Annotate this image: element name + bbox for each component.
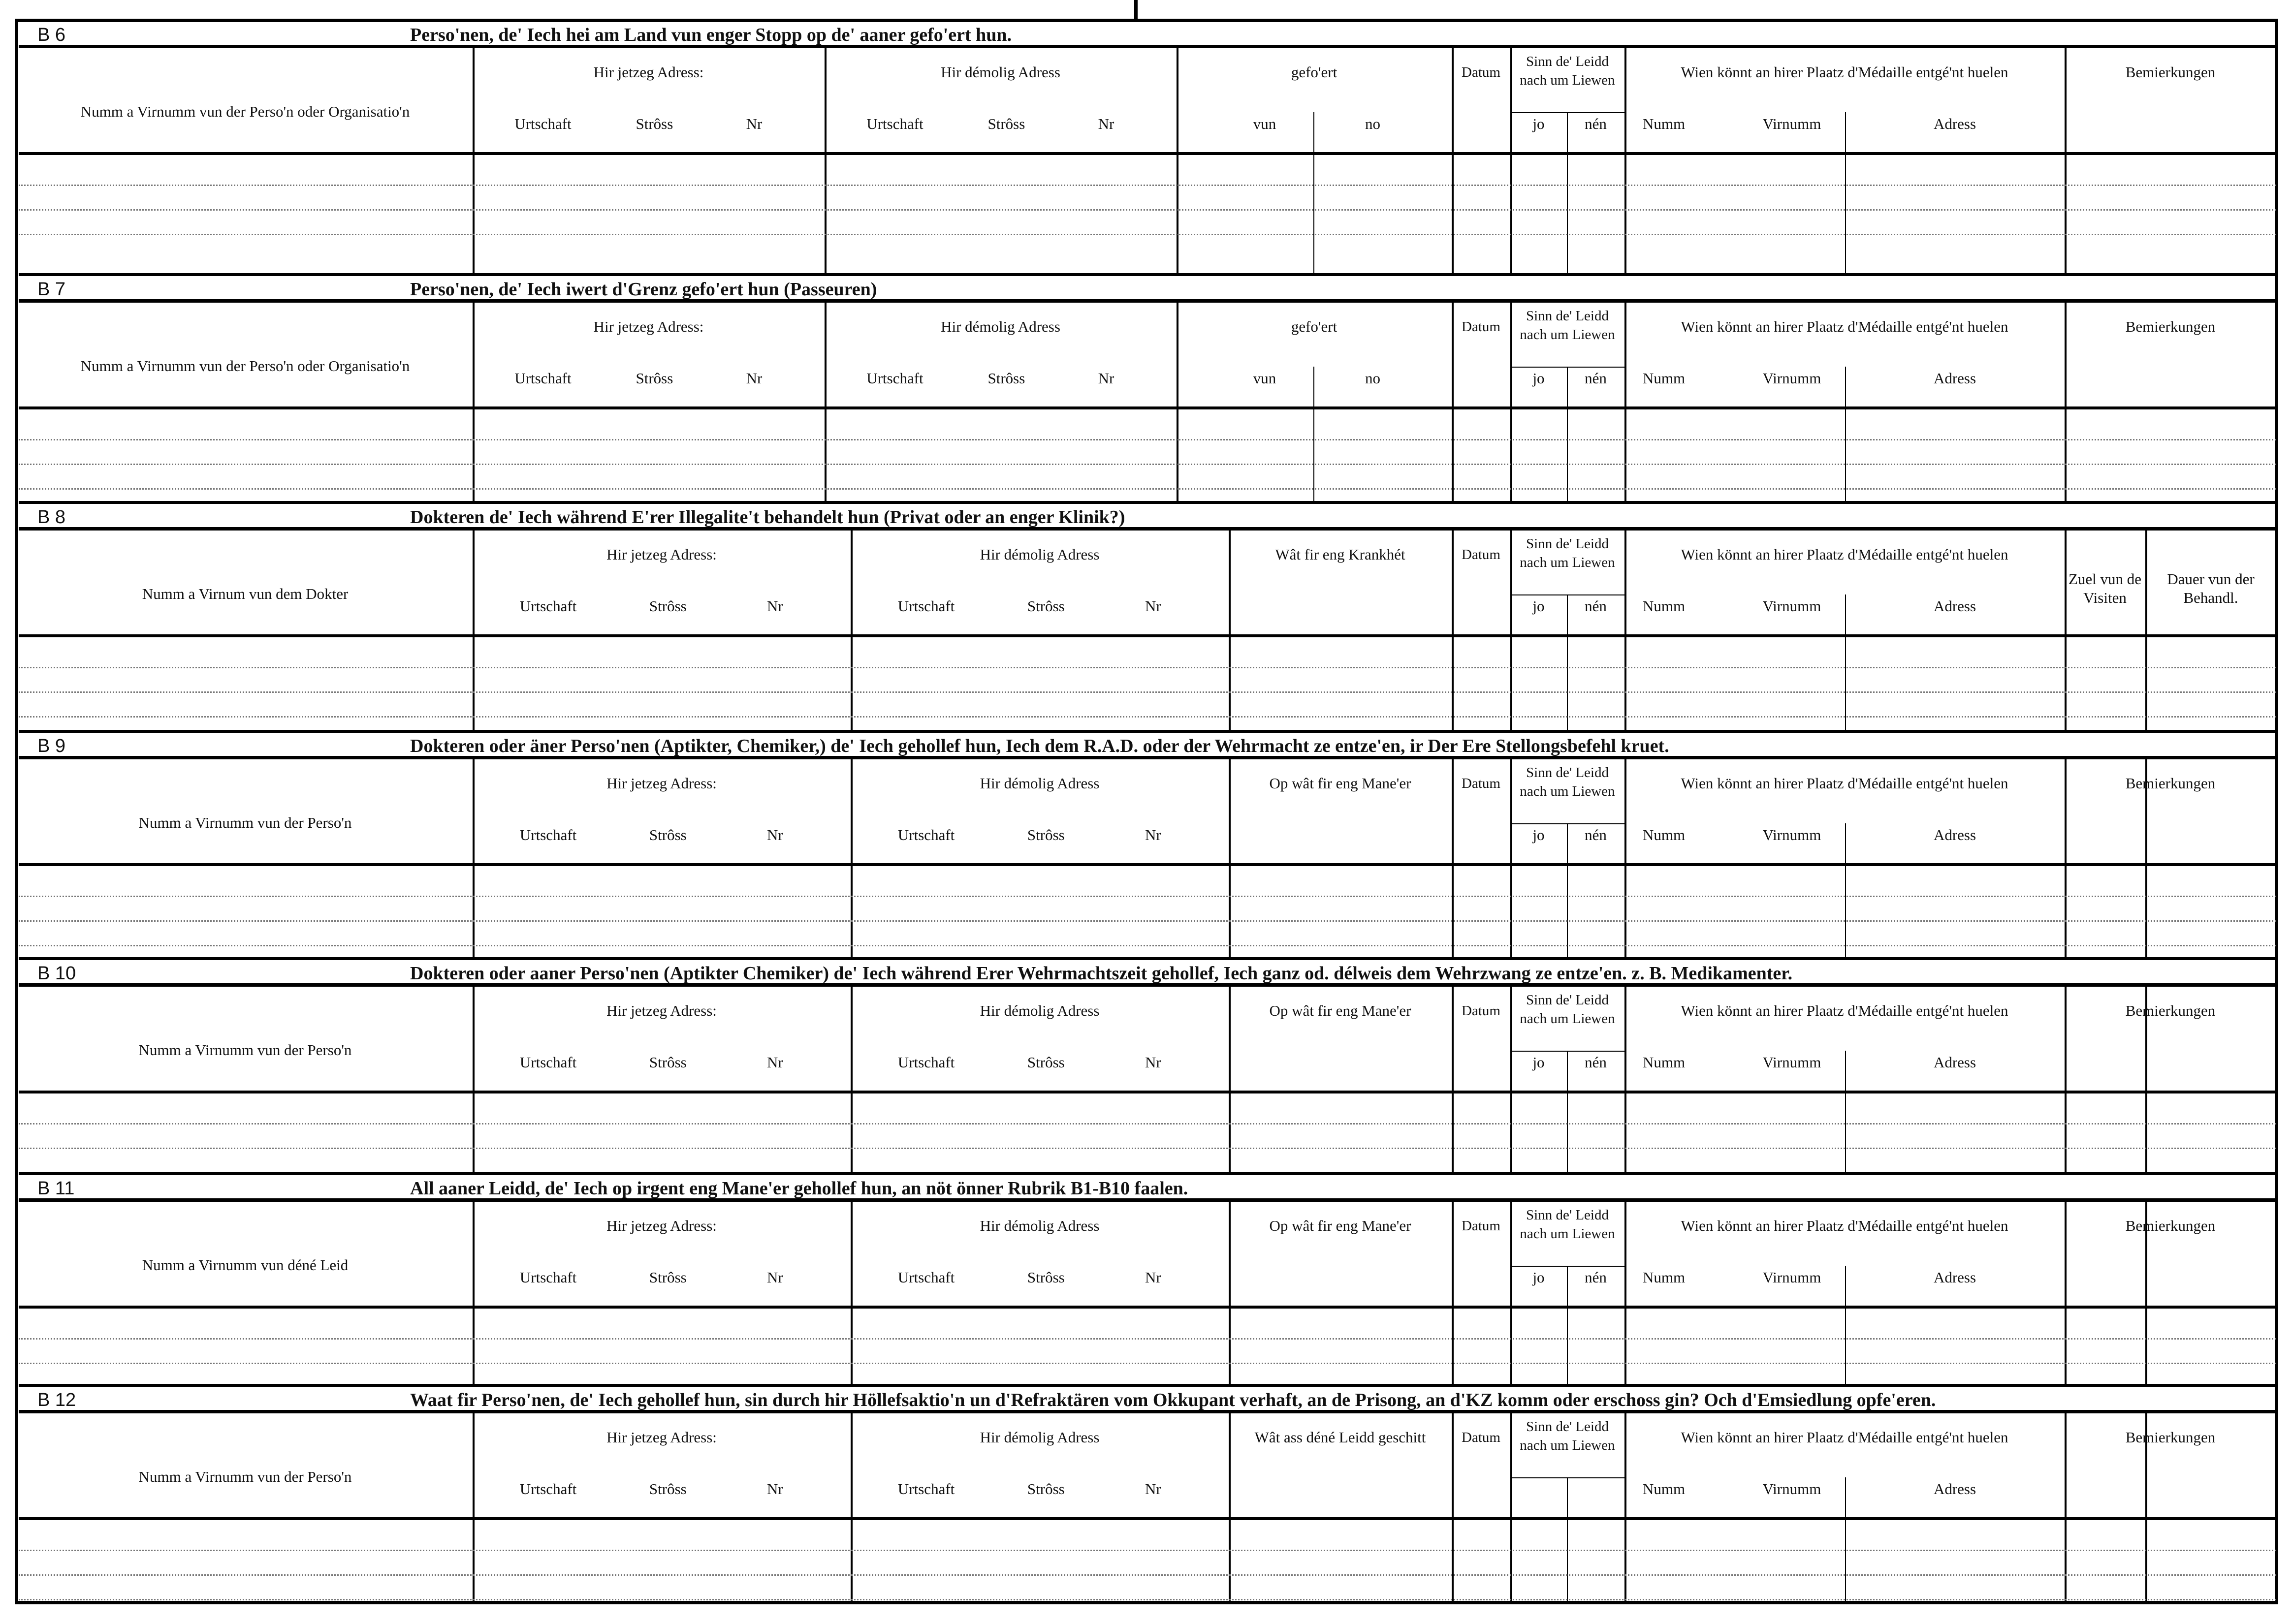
alive-yes-label: jo — [1532, 370, 1545, 387]
alive-no-label: nén — [1585, 1269, 1607, 1286]
medal-question-header: Wien könnt an hirer Plaatz d'Médaille entgé'nt huelen — [1681, 775, 2008, 792]
entry-line[interactable] — [19, 185, 2276, 186]
header-bottom-rule — [19, 1306, 2276, 1309]
header-bottom-rule — [19, 1517, 2276, 1520]
column-rule — [2065, 303, 2067, 501]
alive-sub-rule — [1512, 823, 1624, 824]
current-street-label: Strôss — [649, 826, 687, 843]
former-nr-label: Nr — [1145, 1269, 1161, 1286]
former-street-label: Strôss — [1027, 1269, 1065, 1286]
column-rule — [825, 303, 827, 501]
column-rule — [1229, 759, 1231, 957]
alive-sub-rule — [1512, 367, 1624, 368]
medal-firstname-label: Virnumm — [1762, 1269, 1821, 1286]
medal-address-label: Adress — [1933, 597, 1976, 615]
remarks-header: Bemierkungen — [2125, 318, 2216, 335]
medal-question-header: Wien könnt an hirer Plaatz d'Médaille entgé'nt huelen — [1681, 546, 2008, 563]
alive-sub-rule — [1512, 1051, 1624, 1052]
section-code: B 7 — [37, 279, 66, 300]
remarks-header: Bemierkungen — [2125, 1429, 2216, 1446]
medal-firstname-label: Virnumm — [1762, 115, 1821, 132]
alive-split-rule — [1567, 1051, 1568, 1172]
detail-header: Op wât fir eng Mane'er — [1269, 1217, 1411, 1234]
date-header: Datum — [1462, 776, 1500, 791]
alive-yes-label: jo — [1532, 826, 1545, 843]
route-split-rule — [1313, 367, 1314, 501]
column-rule — [2065, 1202, 2067, 1384]
medal-question-header: Wien könnt an hirer Plaatz d'Médaille entgé'nt huelen — [1681, 63, 2008, 81]
entry-line[interactable] — [19, 1123, 2276, 1124]
current-nr-label: Nr — [767, 1269, 783, 1286]
header-bottom-rule — [19, 863, 2276, 866]
section-b10 — [19, 957, 2276, 1172]
remarks-header: Bemierkungen — [2125, 63, 2216, 81]
alive-no-label: nén — [1585, 370, 1607, 387]
route-from-label: vun — [1253, 370, 1276, 387]
section-title: Waat fir Perso'nen, de' Iech gehollef hun, sin durch hir Höllefsaktio'n un d'Refraktären vom Okkupant verhaft, an de Prisong, an d'KZ komm oder erschoss gin? Och d'Emsiedlung opfe'eren. — [410, 1390, 1936, 1410]
date-header: Datum — [1462, 1430, 1500, 1445]
section-code: B 8 — [37, 507, 66, 528]
medal-name-label: Numm — [1642, 1054, 1686, 1071]
former-address-header: Hir démolig Adress — [941, 63, 1060, 81]
alive-no-label: nén — [1585, 115, 1607, 132]
former-street-label: Strôss — [1027, 597, 1065, 615]
former-place-label: Urtschaft — [897, 1480, 955, 1498]
section-title-bar — [19, 19, 2276, 48]
former-street-label: Strôss — [1027, 1054, 1065, 1071]
column-rule — [1624, 531, 1626, 730]
column-rule — [2145, 531, 2147, 730]
column-rule — [473, 48, 475, 273]
medal-split-rule — [1845, 823, 1846, 957]
alive-question-header: Sinn de' Leidd nach um Liewen — [1520, 765, 1615, 799]
column-rule — [2065, 987, 2067, 1172]
alive-split-rule — [1567, 1477, 1568, 1604]
section-code: B 9 — [37, 736, 66, 756]
column-rule — [1452, 987, 1454, 1172]
alive-yes-label: jo — [1532, 597, 1545, 615]
route-to-label: no — [1365, 370, 1380, 387]
column-rule — [851, 1202, 853, 1384]
date-header: Datum — [1462, 1003, 1500, 1019]
section-title: Perso'nen, de' Iech hei am Land vun enger Stopp op de' aaner gefo'ert hun. — [410, 25, 1012, 45]
medal-firstname-label: Virnumm — [1762, 370, 1821, 387]
name-column-header: Numm a Virnumm vun der Perso'n oder Organisatio'n — [80, 357, 410, 375]
former-address-header: Hir démolig Adress — [980, 775, 1100, 792]
entry-line[interactable] — [19, 439, 2276, 440]
column-rule — [825, 48, 827, 273]
section-code: B 12 — [37, 1390, 76, 1410]
current-place-label: Urtschaft — [519, 597, 577, 615]
entry-line[interactable] — [19, 1338, 2276, 1340]
medal-question-header: Wien könnt an hirer Plaatz d'Médaille entgé'nt huelen — [1681, 1429, 2008, 1446]
alive-yes-label: jo — [1532, 1054, 1545, 1071]
medal-name-label: Numm — [1642, 597, 1686, 615]
date-header: Datum — [1462, 319, 1500, 335]
section-code: B 10 — [37, 963, 76, 984]
route-to-label: no — [1365, 115, 1380, 132]
current-street-label: Strôss — [649, 1269, 687, 1286]
former-nr-label: Nr — [1098, 115, 1114, 132]
former-nr-label: Nr — [1145, 1054, 1161, 1071]
current-street-label: Strôss — [649, 597, 687, 615]
former-nr-label: Nr — [1145, 1480, 1161, 1498]
alive-question-header: Sinn de' Leidd nach um Liewen — [1520, 308, 1615, 343]
entry-line[interactable] — [19, 1550, 2276, 1551]
current-street-label: Strôss — [649, 1480, 687, 1498]
section-title: Dokteren oder aaner Perso'nen (Aptikter Chemiker) de' Iech während Erer Wehrmachtszeit gehollef, Iech ganz od. délweis dem Wehrzwang ze entze'en. z. B. Medikamenter. — [410, 963, 1793, 984]
name-column-header: Numm a Virnumm vun déné Leid — [142, 1256, 349, 1274]
column-rule — [1510, 303, 1512, 501]
name-column-header: Numm a Virnumm vun der Perso'n — [138, 1041, 352, 1059]
column-rule — [473, 303, 475, 501]
current-nr-label: Nr — [746, 115, 763, 132]
section-b11 — [19, 1172, 2276, 1384]
former-place-label: Urtschaft — [897, 597, 955, 615]
entry-line[interactable] — [19, 945, 2276, 946]
alive-no-label: nén — [1585, 1054, 1607, 1071]
medal-firstname-label: Virnumm — [1762, 597, 1821, 615]
current-address-header: Hir jetzeg Adress: — [606, 1217, 717, 1234]
column-rule — [473, 531, 475, 730]
current-street-label: Strôss — [636, 370, 673, 387]
current-street-label: Strôss — [636, 115, 673, 132]
current-address-header: Hir jetzeg Adress: — [606, 1002, 717, 1019]
current-nr-label: Nr — [746, 370, 763, 387]
column-rule — [1229, 1202, 1231, 1384]
header-bottom-rule — [19, 634, 2276, 637]
medal-question-header: Wien könnt an hirer Plaatz d'Médaille entgé'nt huelen — [1681, 1217, 2008, 1234]
column-rule — [2065, 48, 2067, 273]
entry-line[interactable] — [19, 716, 2276, 718]
entry-line[interactable] — [19, 234, 2276, 235]
former-address-header: Hir démolig Adress — [941, 318, 1060, 335]
medal-firstname-label: Virnumm — [1762, 1054, 1821, 1071]
column-rule — [1510, 1202, 1512, 1384]
alive-sub-rule — [1512, 594, 1624, 595]
top-tick-mark — [1134, 0, 1138, 21]
alive-no-label: nén — [1585, 597, 1607, 615]
column-rule — [1229, 531, 1231, 730]
entry-line[interactable] — [19, 464, 2276, 465]
entry-line[interactable] — [19, 1363, 2276, 1364]
section-title: All aaner Leidd, de' Iech op irgent eng Mane'er gehollef hun, an nöt önner Rubrik B1-B10 faalen. — [410, 1178, 1188, 1199]
section-code: B 11 — [37, 1178, 75, 1199]
current-address-header: Hir jetzeg Adress: — [606, 775, 717, 792]
medal-address-label: Adress — [1933, 115, 1976, 132]
alive-sub-rule — [1512, 112, 1624, 113]
section-title-bar — [19, 730, 2276, 759]
section-b7 — [19, 273, 2276, 501]
column-rule — [2065, 531, 2067, 730]
column-rule — [1624, 48, 1626, 273]
entry-line[interactable] — [19, 667, 2276, 668]
column-rule — [473, 1202, 475, 1384]
entry-line[interactable] — [19, 1574, 2276, 1576]
medal-address-label: Adress — [1933, 1269, 1976, 1286]
column-rule — [1510, 48, 1512, 273]
detail-header: Op wât fir eng Mane'er — [1269, 1002, 1411, 1019]
alive-sub-rule — [1512, 1477, 1624, 1478]
former-street-label: Strôss — [1027, 1480, 1065, 1498]
current-place-label: Urtschaft — [519, 1269, 577, 1286]
current-address-header: Hir jetzeg Adress: — [606, 546, 717, 563]
former-nr-label: Nr — [1145, 826, 1161, 843]
current-place-label: Urtschaft — [519, 1480, 577, 1498]
medal-split-rule — [1845, 1051, 1846, 1172]
route-header: gefo'ert — [1291, 318, 1337, 335]
medal-name-label: Numm — [1642, 115, 1686, 132]
column-rule — [1452, 1202, 1454, 1384]
column-rule — [1177, 303, 1178, 501]
alive-split-rule — [1567, 112, 1568, 273]
current-address-header: Hir jetzeg Adress: — [606, 1429, 717, 1446]
current-street-label: Strôss — [649, 1054, 687, 1071]
route-header: gefo'ert — [1291, 63, 1337, 81]
date-header: Datum — [1462, 1218, 1500, 1234]
column-rule — [473, 759, 475, 957]
column-rule — [473, 987, 475, 1172]
medal-address-label: Adress — [1933, 370, 1976, 387]
section-title-bar — [19, 273, 2276, 303]
medal-address-label: Adress — [1933, 1480, 1976, 1498]
section-title: Dokteren de' Iech während E'rer Illegalite't behandelt hun (Privat oder an enger Klinik?) — [410, 507, 1125, 528]
alive-question-header: Sinn de' Leidd nach um Liewen — [1520, 54, 1615, 88]
route-from-label: vun — [1253, 115, 1276, 132]
column-rule — [851, 759, 853, 957]
alive-question-header: Sinn de' Leidd nach um Liewen — [1520, 536, 1615, 570]
medal-firstname-label: Virnumm — [1762, 1480, 1821, 1498]
current-address-header: Hir jetzeg Adress: — [593, 63, 704, 81]
column-rule — [1229, 987, 1231, 1172]
column-rule — [851, 531, 853, 730]
alive-yes-label: jo — [1532, 115, 1545, 132]
medal-split-rule — [1845, 1266, 1846, 1384]
medal-question-header: Wien könnt an hirer Plaatz d'Médaille entgé'nt huelen — [1681, 318, 2008, 335]
medal-address-label: Adress — [1933, 1054, 1976, 1071]
former-address-header: Hir démolig Adress — [980, 1217, 1100, 1234]
alive-split-rule — [1567, 594, 1568, 730]
former-place-label: Urtschaft — [897, 1269, 955, 1286]
column-rule — [1510, 531, 1512, 730]
section-title: Dokteren oder äner Perso'nen (Aptikter, Chemiker,) de' Iech gehollef hun, Iech dem R.A.D. oder der Wehrmacht ze entze'en, ir Der Ere Stellongsbefehl kruet. — [410, 736, 1669, 756]
alive-question-header: Sinn de' Leidd nach um Liewen — [1520, 1419, 1615, 1453]
column-rule — [1452, 759, 1454, 957]
remarks-header: Bemierkungen — [2125, 1002, 2216, 1019]
former-nr-label: Nr — [1145, 597, 1161, 615]
column-rule — [1452, 48, 1454, 273]
alive-yes-label: jo — [1532, 1269, 1545, 1286]
alive-question-header: Sinn de' Leidd nach um Liewen — [1520, 992, 1615, 1027]
medal-address-label: Adress — [1933, 826, 1976, 843]
name-column-header: Numm a Virnum vun dem Dokter — [142, 585, 349, 602]
detail-header: Wât fir eng Krankhét — [1275, 546, 1405, 563]
current-place-label: Urtschaft — [514, 370, 572, 387]
former-street-label: Strôss — [987, 115, 1025, 132]
medal-split-rule — [1845, 112, 1846, 273]
former-place-label: Urtschaft — [866, 115, 923, 132]
current-nr-label: Nr — [767, 1054, 783, 1071]
current-place-label: Urtschaft — [514, 115, 572, 132]
medal-firstname-label: Virnumm — [1762, 826, 1821, 843]
current-place-label: Urtschaft — [519, 826, 577, 843]
medal-name-label: Numm — [1642, 370, 1686, 387]
alive-split-rule — [1567, 367, 1568, 501]
alive-split-rule — [1567, 823, 1568, 957]
route-split-rule — [1313, 112, 1314, 273]
former-address-header: Hir démolig Adress — [980, 546, 1100, 563]
duration-header: Dauer vun der Behandl. — [2167, 570, 2255, 606]
alive-no-label: nén — [1585, 826, 1607, 843]
header-bottom-rule — [19, 152, 2276, 155]
section-b6 — [19, 19, 2276, 273]
former-street-label: Strôss — [1027, 826, 1065, 843]
section-b12 — [19, 1384, 2276, 1604]
medal-name-label: Numm — [1642, 1480, 1686, 1498]
header-bottom-rule — [19, 406, 2276, 409]
remarks-header: Bemierkungen — [2125, 775, 2216, 792]
former-place-label: Urtschaft — [897, 1054, 955, 1071]
current-nr-label: Nr — [767, 597, 783, 615]
section-title-bar — [19, 501, 2276, 531]
entry-line[interactable] — [19, 920, 2276, 922]
column-rule — [2065, 759, 2067, 957]
section-b9 — [19, 730, 2276, 957]
alive-question-header: Sinn de' Leidd nach um Liewen — [1520, 1207, 1615, 1242]
entry-line[interactable] — [19, 691, 2276, 693]
section-b8 — [19, 501, 2276, 730]
column-rule — [1177, 48, 1178, 273]
remarks-header: Bemierkungen — [2125, 1217, 2216, 1234]
section-title: Perso'nen, de' Iech iwert d'Grenz gefo'ert hun (Passeuren) — [410, 279, 877, 300]
column-rule — [1510, 759, 1512, 957]
section-title-bar — [19, 1172, 2276, 1202]
entry-line[interactable] — [19, 1148, 2276, 1149]
name-column-header: Numm a Virnumm vun der Perso'n — [138, 1468, 352, 1485]
current-nr-label: Nr — [767, 826, 783, 843]
former-address-header: Hir démolig Adress — [980, 1002, 1100, 1019]
former-address-header: Hir démolig Adress — [980, 1429, 1100, 1446]
former-place-label: Urtschaft — [897, 826, 955, 843]
entry-line[interactable] — [19, 1599, 2276, 1600]
medal-question-header: Wien könnt an hirer Plaatz d'Médaille entgé'nt huelen — [1681, 1002, 2008, 1019]
name-column-header: Numm a Virnumm vun der Perso'n oder Organisatio'n — [80, 103, 410, 120]
entry-line[interactable] — [19, 488, 2276, 490]
current-place-label: Urtschaft — [519, 1054, 577, 1071]
column-rule — [1510, 987, 1512, 1172]
date-header: Datum — [1462, 547, 1500, 562]
section-code: B 6 — [37, 25, 66, 45]
medal-split-rule — [1845, 367, 1846, 501]
current-nr-label: Nr — [767, 1480, 783, 1498]
alive-sub-rule — [1512, 1266, 1624, 1267]
medal-split-rule — [1845, 594, 1846, 730]
medal-name-label: Numm — [1642, 1269, 1686, 1286]
column-rule — [1452, 303, 1454, 501]
current-address-header: Hir jetzeg Adress: — [593, 318, 704, 335]
name-column-header: Numm a Virnumm vun der Perso'n — [138, 814, 352, 831]
column-rule — [1624, 759, 1626, 957]
column-rule — [1452, 531, 1454, 730]
column-rule — [1624, 1202, 1626, 1384]
entry-line[interactable] — [19, 896, 2276, 897]
former-street-label: Strôss — [987, 370, 1025, 387]
date-header: Datum — [1462, 64, 1500, 80]
section-title-bar — [19, 1384, 2276, 1413]
header-bottom-rule — [19, 1091, 2276, 1093]
former-place-label: Urtschaft — [866, 370, 923, 387]
column-rule — [1624, 987, 1626, 1172]
detail-header: Op wât fir eng Mane'er — [1269, 775, 1411, 792]
former-nr-label: Nr — [1098, 370, 1114, 387]
visits-header: Zuel vun de Visiten — [2068, 570, 2142, 606]
medal-split-rule — [1845, 1477, 1846, 1604]
section-title-bar — [19, 957, 2276, 987]
medal-name-label: Numm — [1642, 826, 1686, 843]
alive-split-rule — [1567, 1266, 1568, 1384]
detail-header: Wât ass déné Leidd geschitt — [1254, 1429, 1426, 1446]
entry-line[interactable] — [19, 209, 2276, 211]
column-rule — [1624, 303, 1626, 501]
column-rule — [851, 987, 853, 1172]
